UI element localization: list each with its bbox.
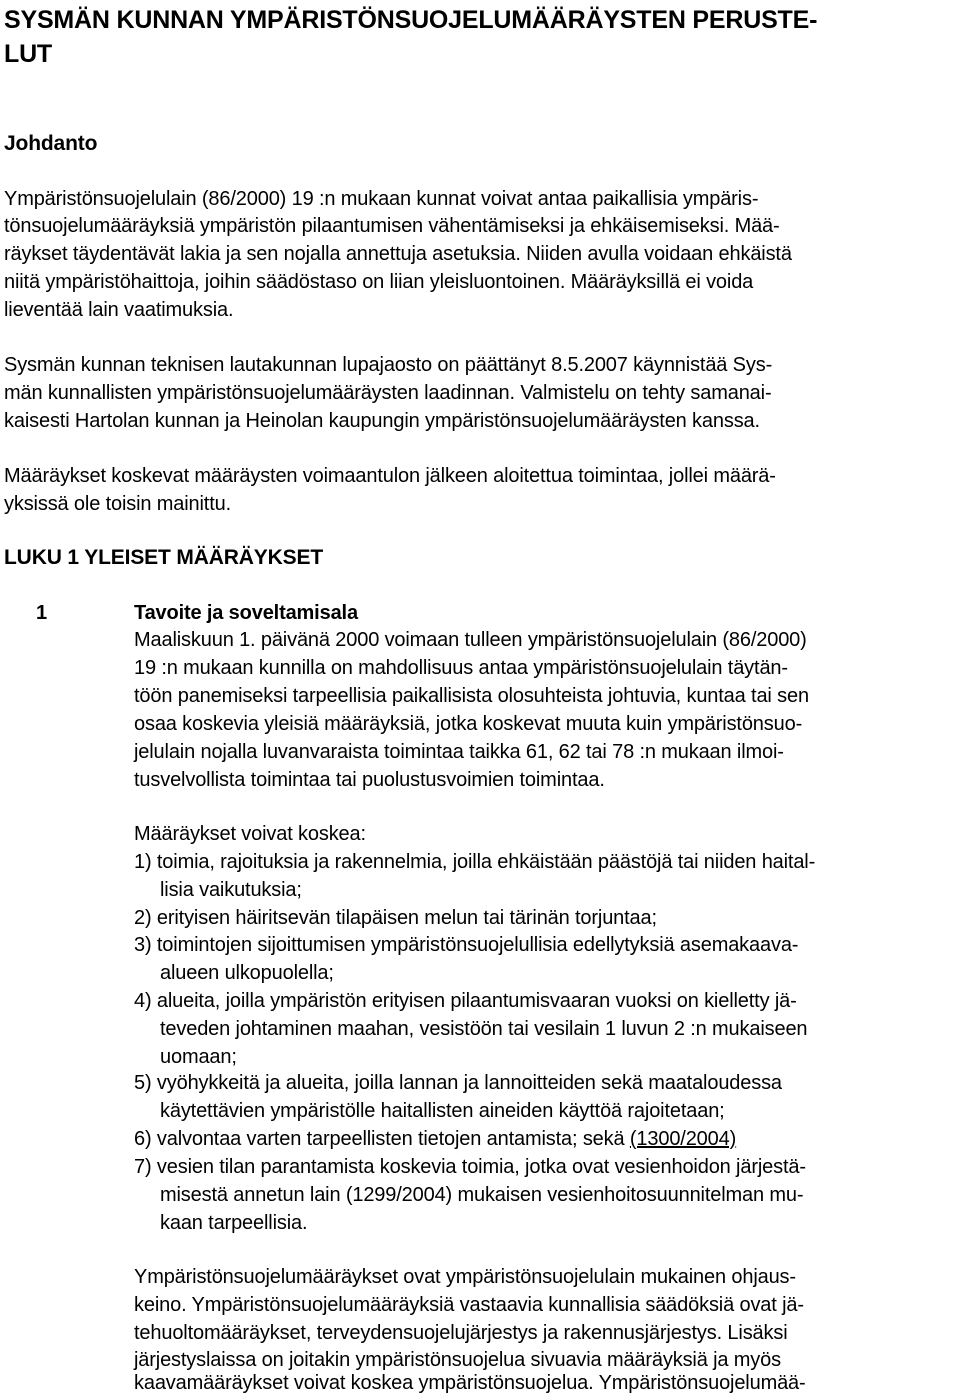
list-item-4-line-2: teveden johtaminen maahan, vesistöön tai vesilain 1 luvun 2 :n mukaiseen xyxy=(160,1018,808,1040)
intro-p1-line-1: Ympäristönsuojelulain (86/2000) 19 :n mukaan kunnat voivat antaa paikallisia ympäris- xyxy=(4,188,759,210)
intro-p2-line-2: män kunnallisten ympäristönsuojelumääräysten laadinnan. Valmistelu on tehty samanai- xyxy=(4,382,772,404)
list-item-1-line-2: lisia vaikutuksia; xyxy=(160,879,302,901)
chapter-heading: LUKU 1 YLEISET MÄÄRÄYKSET xyxy=(4,546,324,569)
document-title-line-2: LUT xyxy=(4,40,52,68)
intro-p1-line-3: räykset täydentävät lakia ja sen nojalla annettuja asetuksia. Niiden avulla voidaan ehkäistä xyxy=(4,243,792,265)
section-p1-line-5: jelulain nojalla luvanvaraista toimintaa taikka 61, 62 tai 78 :n mukaan ilmoi- xyxy=(134,741,784,763)
section-p1-line-4: osaa koskevia yleisiä määräyksiä, jotka koskevat muuta kuin ympäristönsuo- xyxy=(134,713,803,735)
list-item-3-line-1: 3) toimintojen sijoittumisen ympäristönsuojelullisia edellytyksiä asemakaava- xyxy=(134,934,799,956)
intro-heading: Johdanto xyxy=(4,132,98,155)
list-item-2-line-1: 2) erityisen häiritsevän tilapäisen melun tai tärinän torjuntaa; xyxy=(134,907,657,929)
list-item-7-line-3: kaan tarpeellisia. xyxy=(160,1212,308,1234)
section-p2-line-1: Ympäristönsuojelumääräykset ovat ympäristönsuojelulain mukainen ohjaus- xyxy=(134,1266,796,1288)
list-item-4-line-1: 4) alueita, joilla ympäristön erityisen pilaantumisvaaran vuoksi on kielletty jä- xyxy=(134,990,797,1012)
list-item-6-line-1 xyxy=(134,1127,736,1151)
section-p1-line-2: 19 :n mukaan kunnilla on mahdollisuus antaa ympäristönsuojelulain täytän- xyxy=(134,657,788,679)
section-p2-line-2: keino. Ympäristönsuojelumääräyksiä vastaavia kunnallisia säädöksiä ovat jä- xyxy=(134,1294,804,1316)
list-item-7-line-2: misestä annetun lain (1299/2004) mukaisen vesienhoitosuunnitelman mu- xyxy=(160,1184,804,1206)
intro-p2-line-3: kaisesti Hartolan kunnan ja Heinolan kaupungin ympäristönsuojelumääräysten kanssa. xyxy=(4,410,760,432)
list-item-4-line-3: uomaan; xyxy=(160,1046,237,1068)
intro-p1-line-2: tönsuojelumääräyksiä ympäristön pilaantumisen vähentämiseksi ja ehkäisemiseksi. Mää- xyxy=(4,215,780,237)
intro-p2-line-1: Sysmän kunnan teknisen lautakunnan lupajaosto on päättänyt 8.5.2007 käynnistää Sys- xyxy=(4,354,773,376)
list-item-7-line-1: 7) vesien tilan parantamista koskevia toimia, jotka ovat vesienhoidon järjestä- xyxy=(134,1156,806,1178)
list-item-3-line-2: alueen ulkopuolella; xyxy=(160,962,334,984)
section-number: 1 xyxy=(36,602,47,624)
intro-p1-line-4: niitä ympäristöhaittoja, joihin säädöstaso on liian yleisluontoinen. Määräyksillä ei voida xyxy=(4,271,754,293)
list-item-6-text: 6) valvontaa varten tarpeellisten tietojen antamista; sekä xyxy=(134,1128,630,1150)
list-intro: Määräykset voivat koskea: xyxy=(134,823,366,845)
intro-p3-line-1: Määräykset koskevat määräysten voimaantulon jälkeen aloitettua toimintaa, jollei määrä- xyxy=(4,465,776,487)
law-reference-link[interactable]: (1300/2004) xyxy=(629,1128,737,1150)
list-item-5-line-2: käytettävien ympäristölle haitallisten aineiden käyttöä rajoitetaan; xyxy=(160,1100,725,1122)
intro-p1-line-5: lieventää lain vaatimuksia. xyxy=(4,299,234,321)
section-p1-line-6: tusvelvollista toimintaa tai puolustusvoimien toimintaa. xyxy=(134,769,605,791)
section-p1-line-3: töön panemiseksi tarpeellisia paikallisista olosuhteista johtuvia, kuntaa tai sen xyxy=(134,685,809,707)
intro-p3-line-2: yksissä ole toisin mainittu. xyxy=(4,493,232,515)
section-title: Tavoite ja soveltamisala xyxy=(134,602,358,624)
list-item-1-line-1: 1) toimia, rajoituksia ja rakennelmia, joilla ehkäistään päästöjä tai niiden haital- xyxy=(134,851,816,873)
document-title-line-1: SYSMÄN KUNNAN YMPÄRISTÖNSUOJELUMÄÄRÄYSTEN PERUSTE- xyxy=(4,6,818,34)
section-p2-line-4: järjestyslaissa on joitakin ympäristönsuojelua sivuavia määräyksiä ja myös xyxy=(134,1349,781,1371)
section-p2-line-3: tehuoltomääräykset, terveydensuojelujärjestys ja rakennusjärjestys. Lisäksi xyxy=(134,1322,788,1344)
section-p1-line-1: Maaliskuun 1. päivänä 2000 voimaan tulleen ympäristönsuojelulain (86/2000) xyxy=(134,629,807,651)
list-item-5-line-1: 5) vyöhykkeitä ja alueita, joilla lannan ja lannoitteiden sekä maataloudessa xyxy=(134,1072,782,1094)
section-p2-line-5: kaavamääräykset voivat koskea ympäristönsuojelua. Ympäristönsuojelumää- xyxy=(134,1372,806,1394)
